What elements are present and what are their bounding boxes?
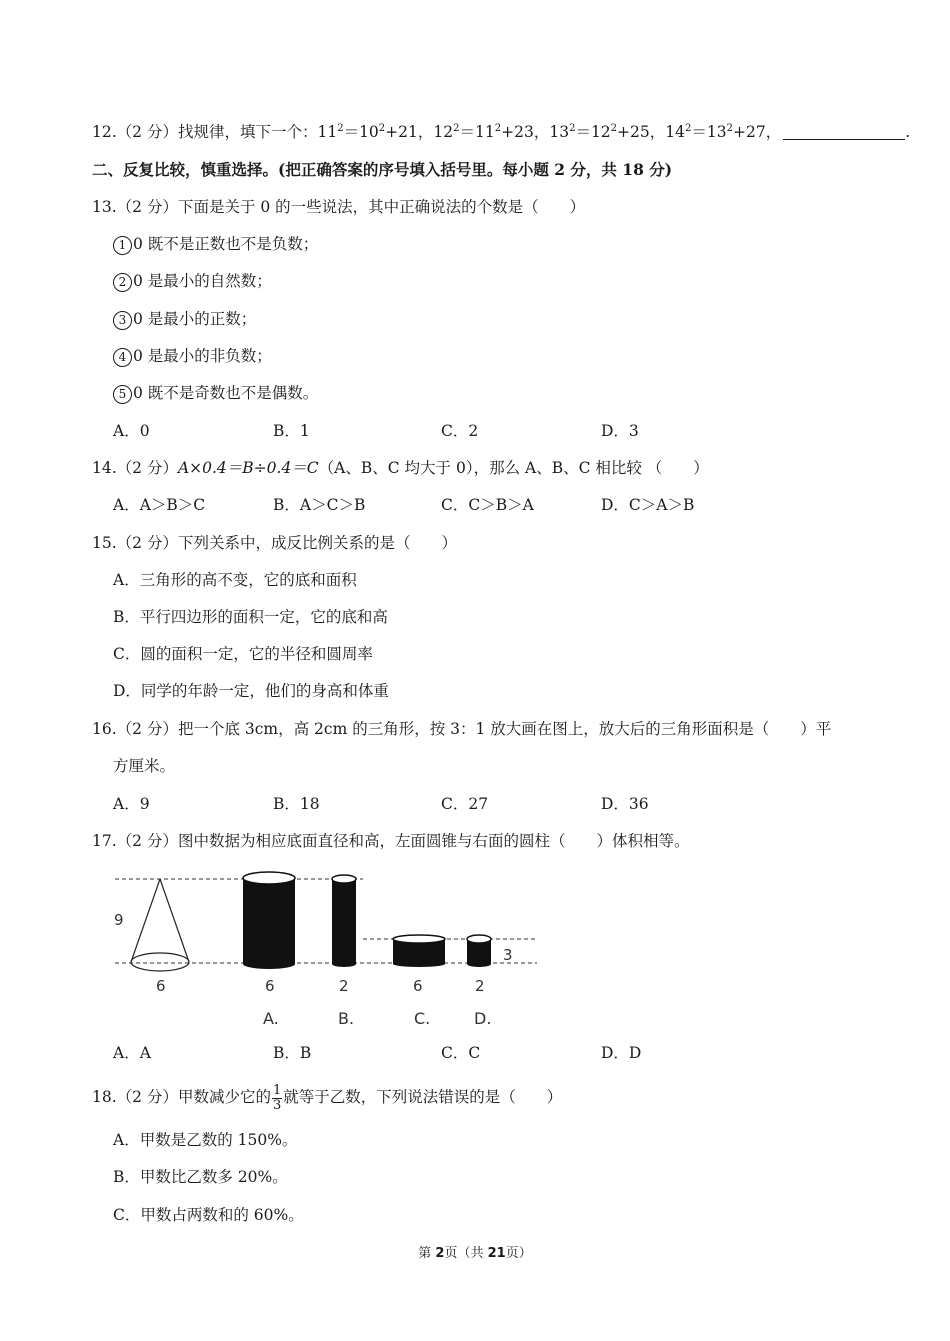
q18-option-b[interactable]: B．甲数比乙数多 20%。 xyxy=(113,1168,288,1186)
circled-number: 3 xyxy=(113,311,132,330)
q18-option-c[interactable]: C．甲数占两数和的 60%。 xyxy=(113,1206,304,1224)
question-18-stem: 18.（2 分）甲数减少它的 $\frac{1}{3}$ 就等于乙数，下列说法错误的是（ ） xyxy=(92,1082,563,1113)
cyl-b-letter: B. xyxy=(338,1009,355,1028)
fraction: $\frac{1}{3}$ xyxy=(272,1082,282,1113)
q13-option-a[interactable]: A．0 xyxy=(113,422,150,440)
question-16-continued: 方厘米。 xyxy=(113,757,176,775)
answer-blank[interactable] xyxy=(783,124,905,140)
q13-option-d[interactable]: D．3 xyxy=(601,422,639,440)
circled-number: 5 xyxy=(113,385,132,404)
cylinder-b-shape xyxy=(332,875,356,967)
q16-option-b[interactable]: B．18 xyxy=(273,795,320,813)
q13-statement-4: 4 0 是最小的非负数； xyxy=(113,346,272,367)
short-height-label: 3 xyxy=(503,946,513,964)
q15-option-c[interactable]: C．圆的面积一定，它的半径和圆周率 xyxy=(113,645,373,663)
q14-option-a[interactable]: A．A＞B＞C xyxy=(113,496,206,514)
q16-option-d[interactable]: D．36 xyxy=(601,795,649,813)
q17-option-a[interactable]: A．A xyxy=(113,1044,151,1062)
q13-option-b[interactable]: B．1 xyxy=(273,422,310,440)
q13-statement-3: 3 0 是最小的正数； xyxy=(113,309,256,330)
question-14-stem: 14.（2 分）A×0.4＝B÷0.4＝C（A、B、C 均大于 0），那么 A、B、C 相比较 （ ） xyxy=(92,459,709,477)
page-footer: 第 2页（共 21页） xyxy=(418,1246,532,1261)
cyl-b-diameter-label: 2 xyxy=(339,977,349,995)
cyl-d-letter: D. xyxy=(474,1009,492,1028)
section-heading: 二、反复比较，慎重选择。(把正确答案的序号填入括号里。每小题 2 分，共 18 分) xyxy=(92,160,673,179)
q13-option-c[interactable]: C．2 xyxy=(441,422,479,440)
q15-option-b[interactable]: B．平行四边形的面积一定，它的底和高 xyxy=(113,608,388,626)
question-13-stem: 13.（2 分）下面是关于 0 的一些说法，其中正确说法的个数是（ ） xyxy=(92,198,586,216)
q17-option-d[interactable]: D．D xyxy=(601,1044,642,1062)
cylinder-a-shape xyxy=(243,872,295,969)
q16-option-c[interactable]: C．27 xyxy=(441,795,489,813)
cone-height-label: 9 xyxy=(114,911,124,929)
question-16-stem: 16.（2 分）把一个底 3cm，高 2cm 的三角形，按 3：1 放大画在图上，放大后的三角形面积是（ ）平 xyxy=(92,720,832,738)
question-12: 12.（2 分）找规律，填下一个：$11^2=10^2+21$，$12^2=11^2+23$，$13^2=12^2+25$，$14^2=13^2+27$， . xyxy=(92,123,911,141)
cylinder-c-shape xyxy=(393,935,445,967)
q17-option-b[interactable]: B．B xyxy=(273,1044,312,1062)
q16-option-a[interactable]: A．9 xyxy=(113,795,150,813)
cyl-d-diameter-label: 2 xyxy=(475,977,485,995)
cone-shape xyxy=(131,879,189,971)
question-17-stem: 17.（2 分）图中数据为相应底面直径和高，左面圆锥与右面的圆柱（ ）体积相等。 xyxy=(92,832,690,850)
cyl-c-diameter-label: 6 xyxy=(413,977,423,995)
q15-option-a[interactable]: A．三角形的高不变，它的底和面积 xyxy=(113,571,357,589)
q13-statement-1: 1 0 既不是正数也不是负数； xyxy=(113,234,318,255)
cone-cylinder-figure xyxy=(105,866,545,1036)
circled-number: 1 xyxy=(113,236,132,255)
circled-number: 4 xyxy=(113,348,132,367)
cyl-a-diameter-label: 6 xyxy=(265,977,275,995)
q13-statement-2: 2 0 是最小的自然数； xyxy=(113,271,272,292)
q14-option-c[interactable]: C．C＞B＞A xyxy=(441,496,534,514)
q14-option-b[interactable]: B．A＞C＞B xyxy=(273,496,366,514)
q13-statement-5: 5 0 既不是奇数也不是偶数。 xyxy=(113,383,318,404)
q15-option-d[interactable]: D．同学的年龄一定，他们的身高和体重 xyxy=(113,682,389,700)
cyl-c-letter: C. xyxy=(414,1009,431,1028)
q17-option-c[interactable]: C．C xyxy=(441,1044,481,1062)
circled-number: 2 xyxy=(113,273,132,292)
q18-option-a[interactable]: A．甲数是乙数的 150%。 xyxy=(113,1131,298,1149)
cylinder-d-shape xyxy=(467,935,491,967)
cyl-a-letter: A. xyxy=(263,1009,279,1028)
question-15-stem: 15.（2 分）下列关系中，成反比例关系的是（ ） xyxy=(92,534,457,552)
cone-diameter-label: 6 xyxy=(156,977,166,995)
q14-option-d[interactable]: D．C＞A＞B xyxy=(601,496,695,514)
